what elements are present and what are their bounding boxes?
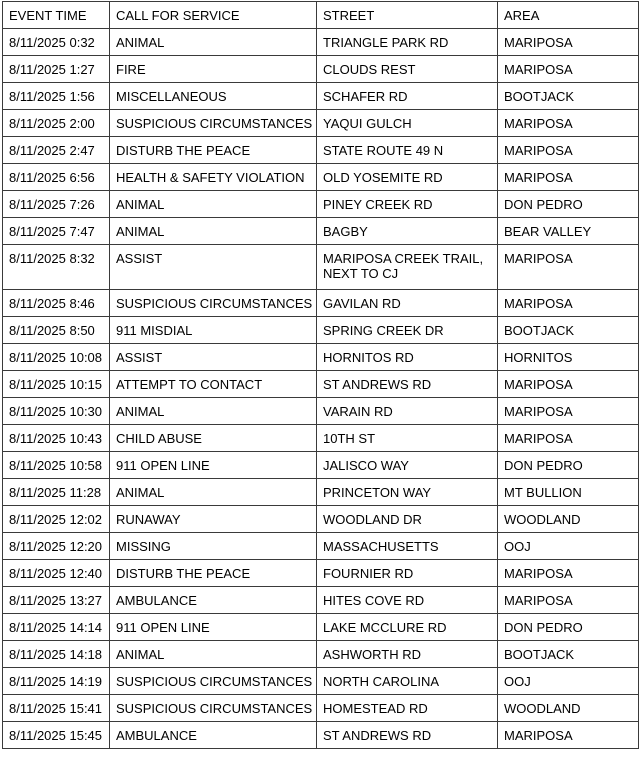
cell-event-time: 8/11/2025 8:32	[3, 245, 110, 290]
cell-event-time: 8/11/2025 10:58	[3, 452, 110, 479]
cell-event-time: 8/11/2025 10:43	[3, 425, 110, 452]
cell-event-time: 8/11/2025 1:56	[3, 83, 110, 110]
cell-event-time: 8/11/2025 12:20	[3, 533, 110, 560]
cell-area: MARIPOSA	[498, 398, 639, 425]
cell-call-for-service: ASSIST	[110, 344, 317, 371]
cell-area: MARIPOSA	[498, 137, 639, 164]
cell-area: BEAR VALLEY	[498, 218, 639, 245]
cell-street: FOURNIER RD	[317, 560, 498, 587]
table-row	[3, 371, 639, 398]
cell-call-for-service: AMBULANCE	[110, 587, 317, 614]
cell-event-time: 8/11/2025 15:41	[3, 695, 110, 722]
cell-area: WOODLAND	[498, 695, 639, 722]
cell-street: VARAIN RD	[317, 398, 498, 425]
cell-call-for-service: ANIMAL	[110, 641, 317, 668]
cell-area: MT BULLION	[498, 479, 639, 506]
cell-street: TRIANGLE PARK RD	[317, 29, 498, 56]
cell-area: MARIPOSA	[498, 587, 639, 614]
cell-event-time: 8/11/2025 1:27	[3, 56, 110, 83]
cell-street: HORNITOS RD	[317, 344, 498, 371]
cell-street: SCHAFER RD	[317, 83, 498, 110]
cell-event-time: 8/11/2025 15:45	[3, 722, 110, 749]
cell-area: MARIPOSA	[498, 245, 639, 290]
cell-event-time: 8/11/2025 14:18	[3, 641, 110, 668]
cell-street: ST ANDREWS RD	[317, 722, 498, 749]
table-row	[3, 29, 639, 56]
table-row	[3, 245, 639, 290]
table-row	[3, 641, 639, 668]
cell-area: OOJ	[498, 533, 639, 560]
cell-call-for-service: MISCELLANEOUS	[110, 83, 317, 110]
table-row	[3, 722, 639, 749]
table-row	[3, 290, 639, 317]
call-log-table	[2, 1, 639, 749]
table-row	[3, 56, 639, 83]
table-row	[3, 614, 639, 641]
cell-event-time: 8/11/2025 6:56	[3, 164, 110, 191]
cell-street: BAGBY	[317, 218, 498, 245]
header-call-for-service: CALL FOR SERVICE	[110, 2, 317, 29]
table-row	[3, 506, 639, 533]
cell-event-time: 8/11/2025 8:50	[3, 317, 110, 344]
table-row	[3, 452, 639, 479]
cell-call-for-service: ANIMAL	[110, 191, 317, 218]
cell-area: HORNITOS	[498, 344, 639, 371]
cell-area: WOODLAND	[498, 506, 639, 533]
cell-street: ST ANDREWS RD	[317, 371, 498, 398]
cell-event-time: 8/11/2025 0:32	[3, 29, 110, 56]
table-row	[3, 191, 639, 218]
cell-event-time: 8/11/2025 12:02	[3, 506, 110, 533]
cell-event-time: 8/11/2025 12:40	[3, 560, 110, 587]
cell-event-time: 8/11/2025 13:27	[3, 587, 110, 614]
cell-street: CLOUDS REST	[317, 56, 498, 83]
cell-event-time: 8/11/2025 7:47	[3, 218, 110, 245]
cell-call-for-service: MISSING	[110, 533, 317, 560]
cell-area: MARIPOSA	[498, 560, 639, 587]
cell-call-for-service: ASSIST	[110, 245, 317, 290]
cell-call-for-service: SUSPICIOUS CIRCUMSTANCES	[110, 668, 317, 695]
cell-call-for-service: FIRE	[110, 56, 317, 83]
cell-area: MARIPOSA	[498, 290, 639, 317]
cell-call-for-service: SUSPICIOUS CIRCUMSTANCES	[110, 695, 317, 722]
table-row	[3, 479, 639, 506]
cell-street: STATE ROUTE 49 N	[317, 137, 498, 164]
cell-street: PRINCETON WAY	[317, 479, 498, 506]
cell-area: DON PEDRO	[498, 614, 639, 641]
cell-call-for-service: ANIMAL	[110, 398, 317, 425]
cell-call-for-service: SUSPICIOUS CIRCUMSTANCES	[110, 290, 317, 317]
cell-event-time: 8/11/2025 7:26	[3, 191, 110, 218]
header-street: STREET	[317, 2, 498, 29]
cell-event-time: 8/11/2025 10:15	[3, 371, 110, 398]
cell-street: SPRING CREEK DR	[317, 317, 498, 344]
header-event-time: EVENT TIME	[3, 2, 110, 29]
cell-call-for-service: 911 MISDIAL	[110, 317, 317, 344]
cell-area: MARIPOSA	[498, 371, 639, 398]
cell-street: YAQUI GULCH	[317, 110, 498, 137]
cell-event-time: 8/11/2025 10:08	[3, 344, 110, 371]
cell-area: DON PEDRO	[498, 191, 639, 218]
cell-call-for-service: ANIMAL	[110, 29, 317, 56]
cell-area: BOOTJACK	[498, 641, 639, 668]
table-row	[3, 218, 639, 245]
cell-street: HOMESTEAD RD	[317, 695, 498, 722]
cell-call-for-service: AMBULANCE	[110, 722, 317, 749]
cell-area: BOOTJACK	[498, 317, 639, 344]
cell-call-for-service: HEALTH & SAFETY VIOLATION	[110, 164, 317, 191]
table-row	[3, 560, 639, 587]
table-row	[3, 137, 639, 164]
cell-street: WOODLAND DR	[317, 506, 498, 533]
table-row	[3, 344, 639, 371]
cell-area: MARIPOSA	[498, 722, 639, 749]
cell-street: NORTH CAROLINA	[317, 668, 498, 695]
cell-event-time: 8/11/2025 14:19	[3, 668, 110, 695]
cell-street: HITES COVE RD	[317, 587, 498, 614]
cell-street: PINEY CREEK RD	[317, 191, 498, 218]
cell-event-time: 8/11/2025 14:14	[3, 614, 110, 641]
cell-call-for-service: DISTURB THE PEACE	[110, 560, 317, 587]
cell-call-for-service: DISTURB THE PEACE	[110, 137, 317, 164]
cell-call-for-service: CHILD ABUSE	[110, 425, 317, 452]
cell-area: OOJ	[498, 668, 639, 695]
table-row	[3, 83, 639, 110]
cell-area: MARIPOSA	[498, 425, 639, 452]
cell-call-for-service: ANIMAL	[110, 479, 317, 506]
cell-event-time: 8/11/2025 8:46	[3, 290, 110, 317]
table-row	[3, 533, 639, 560]
cell-area: MARIPOSA	[498, 56, 639, 83]
cell-call-for-service: 911 OPEN LINE	[110, 614, 317, 641]
cell-event-time: 8/11/2025 2:47	[3, 137, 110, 164]
cell-call-for-service: ANIMAL	[110, 218, 317, 245]
table-row	[3, 398, 639, 425]
cell-street: MARIPOSA CREEK TRAIL, NEXT TO CJ	[317, 245, 498, 290]
table-row	[3, 695, 639, 722]
cell-street: OLD YOSEMITE RD	[317, 164, 498, 191]
table-row	[3, 668, 639, 695]
cell-call-for-service: RUNAWAY	[110, 506, 317, 533]
table-header	[3, 2, 639, 29]
table-row	[3, 110, 639, 137]
cell-event-time: 8/11/2025 11:28	[3, 479, 110, 506]
table-row	[3, 317, 639, 344]
cell-event-time: 8/11/2025 10:30	[3, 398, 110, 425]
cell-area: MARIPOSA	[498, 29, 639, 56]
cell-call-for-service: ATTEMPT TO CONTACT	[110, 371, 317, 398]
table-row	[3, 164, 639, 191]
cell-area: DON PEDRO	[498, 452, 639, 479]
cell-street: GAVILAN RD	[317, 290, 498, 317]
cell-call-for-service: 911 OPEN LINE	[110, 452, 317, 479]
cell-area: MARIPOSA	[498, 164, 639, 191]
cell-call-for-service: SUSPICIOUS CIRCUMSTANCES	[110, 110, 317, 137]
cell-street: JALISCO WAY	[317, 452, 498, 479]
cell-street: ASHWORTH RD	[317, 641, 498, 668]
cell-event-time: 8/11/2025 2:00	[3, 110, 110, 137]
table-row	[3, 425, 639, 452]
table-body	[3, 29, 639, 749]
header-area: AREA	[498, 2, 639, 29]
cell-street: 10TH ST	[317, 425, 498, 452]
cell-area: BOOTJACK	[498, 83, 639, 110]
header-row	[3, 2, 639, 29]
table-row	[3, 587, 639, 614]
cell-area: MARIPOSA	[498, 110, 639, 137]
cell-street: MASSACHUSETTS	[317, 533, 498, 560]
cell-street: LAKE MCCLURE RD	[317, 614, 498, 641]
